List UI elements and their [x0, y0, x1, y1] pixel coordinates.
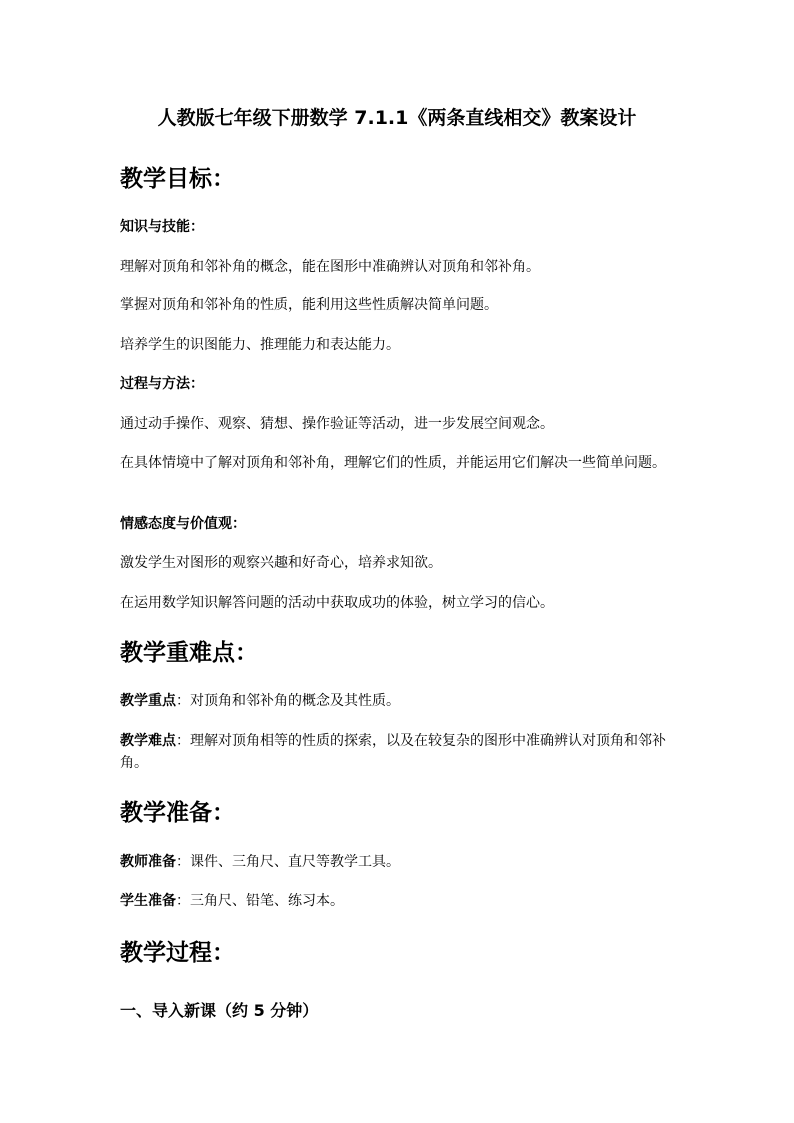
teaching-focus-label: 教学重点: [120, 693, 176, 709]
teaching-difficulty-label: 教学难点: [120, 733, 176, 749]
document-title: 人教版七年级下册数学 7.1.1《两条直线相交》教案设计: [157, 107, 637, 129]
objectives-heading: 教学目标：: [120, 166, 235, 192]
knowledge-item-2: 掌握对顶角和邻补角的性质，能利用这些性质解决简单问题。: [120, 297, 498, 313]
attitude-item-1: 激发学生对图形的观察兴趣和好奇心，培养求知欲。: [120, 555, 442, 571]
knowledge-item-1: 理解对顶角和邻补角的概念，能在图形中准确辨认对顶角和邻补角。: [120, 259, 540, 275]
attitude-heading: 情感态度与价值观：: [120, 516, 246, 532]
step-1-heading: 一、导入新课（约 5 分钟）: [120, 1001, 319, 1020]
knowledge-item-3: 培养学生的识图能力、推理能力和表达能力。: [120, 337, 400, 353]
teaching-focus: [120, 690, 680, 712]
process-method-item-2: 在具体情境中了解对顶角和邻补角，理解它们的性质，并能运用它们解决一些简单问题。: [120, 455, 666, 471]
process-method-item-1: 通过动手操作、观察、猜想、操作验证等活动，进一步发展空间观念。: [120, 416, 554, 432]
student-preparation-text: ：三角尺、铅笔、练习本。: [176, 893, 344, 909]
teacher-preparation-label: 教师准备: [120, 854, 176, 870]
knowledge-heading: 知识与技能：: [120, 219, 204, 235]
teaching-process-heading: 教学过程：: [120, 940, 235, 966]
teaching-difficulty: [120, 730, 680, 774]
teacher-preparation-text: ：课件、三角尺、直尺等教学工具。: [176, 854, 400, 870]
key-points-heading: 教学重难点：: [120, 640, 258, 666]
student-preparation: [120, 890, 680, 912]
student-preparation-label: 学生准备: [120, 893, 176, 909]
teaching-focus-text: ：对顶角和邻补角的概念及其性质。: [176, 693, 400, 709]
attitude-item-2: 在运用数学知识解答问题的活动中获取成功的体验，树立学习的信心。: [120, 595, 554, 611]
teaching-difficulty-text: ：理解对顶角相等的性质的探索，以及在较复杂的图形中准确辨认对顶角和邻补角。: [120, 733, 666, 771]
preparation-heading: 教学准备：: [120, 800, 235, 826]
process-method-heading: 过程与方法：: [120, 376, 204, 392]
teacher-preparation: [120, 851, 680, 873]
